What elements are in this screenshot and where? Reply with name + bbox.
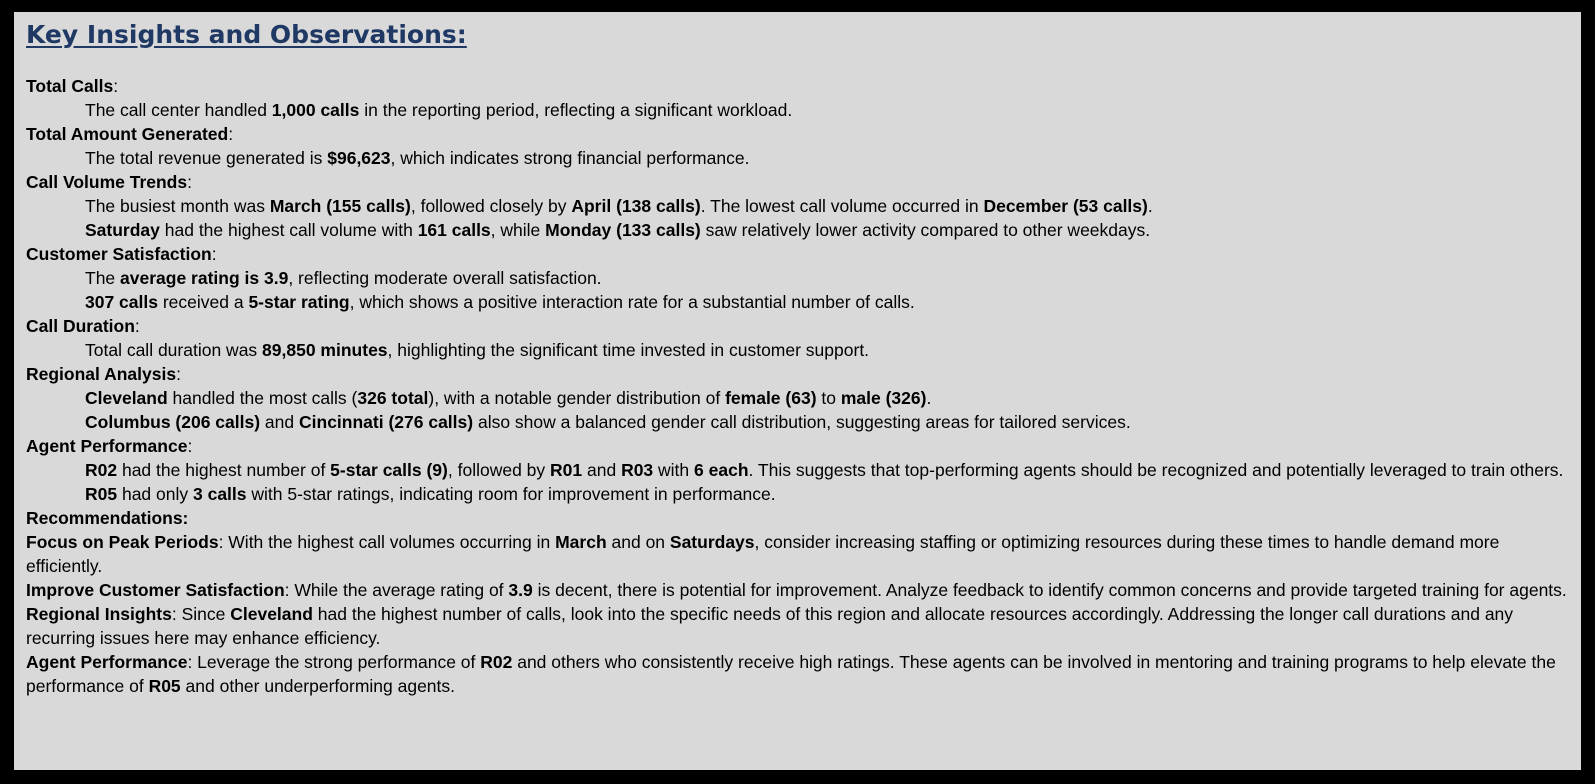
recommendations-heading: Recommendations: (26, 508, 189, 528)
recommendation-regional-insights: Regional Insights: Since Cleveland had the highest number of calls, look into the specific needs of this region and allocate resources accordingly. Addressing the longer call durations and any recurring issues here may enhance efficiency. (26, 604, 1514, 648)
section-heading-call-volume: Call Volume Trends: (26, 172, 192, 192)
section-heading-agent-performance: Agent Performance: (26, 436, 193, 456)
agent-detail-top: R02 had the highest number of 5-star calls (9), followed by R01 and R03 with 6 each. This suggests that top-performing agents should be recognized and potentially leveraged to train others. (85, 460, 1564, 480)
recommendation-peak-periods: Focus on Peak Periods: With the highest call volumes occurring in March and on Saturdays, consider increasing staffing or optimizing resources during these times to handle demand more efficiently. (26, 532, 1500, 576)
call-volume-detail-monthly: The busiest month was March (155 calls), followed closely by April (138 calls). The lowest call volume occurred in December (53 calls). (85, 196, 1153, 216)
recommendation-agent-performance: Agent Performance: Leverage the strong performance of R02 and others who consistently receive high ratings. These agents can be involved in mentoring and training programs to help elevate the performance of R05 and other underperforming agents. (26, 652, 1556, 696)
section-heading-total-amount: Total Amount Generated: (26, 124, 234, 144)
section-heading-call-duration: Call Duration: (26, 316, 140, 336)
call-duration-detail: Total call duration was 89,850 minutes, highlighting the significant time invested in customer support. (85, 340, 870, 360)
section-heading-customer-satisfaction: Customer Satisfaction: (26, 244, 217, 264)
call-volume-detail-weekday: Saturday had the highest call volume with 161 calls, while Monday (133 calls) saw relatively lower activity compared to other weekdays. (85, 220, 1151, 240)
insights-panel (14, 12, 1581, 770)
satisfaction-detail-five-star: 307 calls received a 5-star rating, which shows a positive interaction rate for a substantial number of calls. (85, 292, 915, 312)
regional-detail-cleveland: Cleveland handled the most calls (326 total), with a notable gender distribution of female (63) to male (326). (85, 388, 932, 408)
section-heading-regional-analysis: Regional Analysis: (26, 364, 181, 384)
regional-detail-columbus-cincinnati: Columbus (206 calls) and Cincinnati (276 calls) also show a balanced gender call distribution, suggesting areas for tailored services. (85, 412, 1131, 432)
section-heading-total-calls: Total Calls: (26, 76, 119, 96)
total-amount-detail: The total revenue generated is $96,623, which indicates strong financial performance. (85, 148, 750, 168)
agent-detail-low: R05 had only 3 calls with 5-star ratings, indicating room for improvement in performance. (85, 484, 776, 504)
satisfaction-detail-rating: The average rating is 3.9, reflecting moderate overall satisfaction. (85, 268, 602, 288)
recommendation-customer-satisfaction: Improve Customer Satisfaction: While the average rating of 3.9 is decent, there is potential for improvement. Analyze feedback to identify common concerns and provide targeted training for agents. (26, 580, 1567, 600)
page-title: Key Insights and Observations: (26, 20, 467, 49)
total-calls-detail: The call center handled 1,000 calls in the reporting period, reflecting a significant workload. (85, 100, 793, 120)
